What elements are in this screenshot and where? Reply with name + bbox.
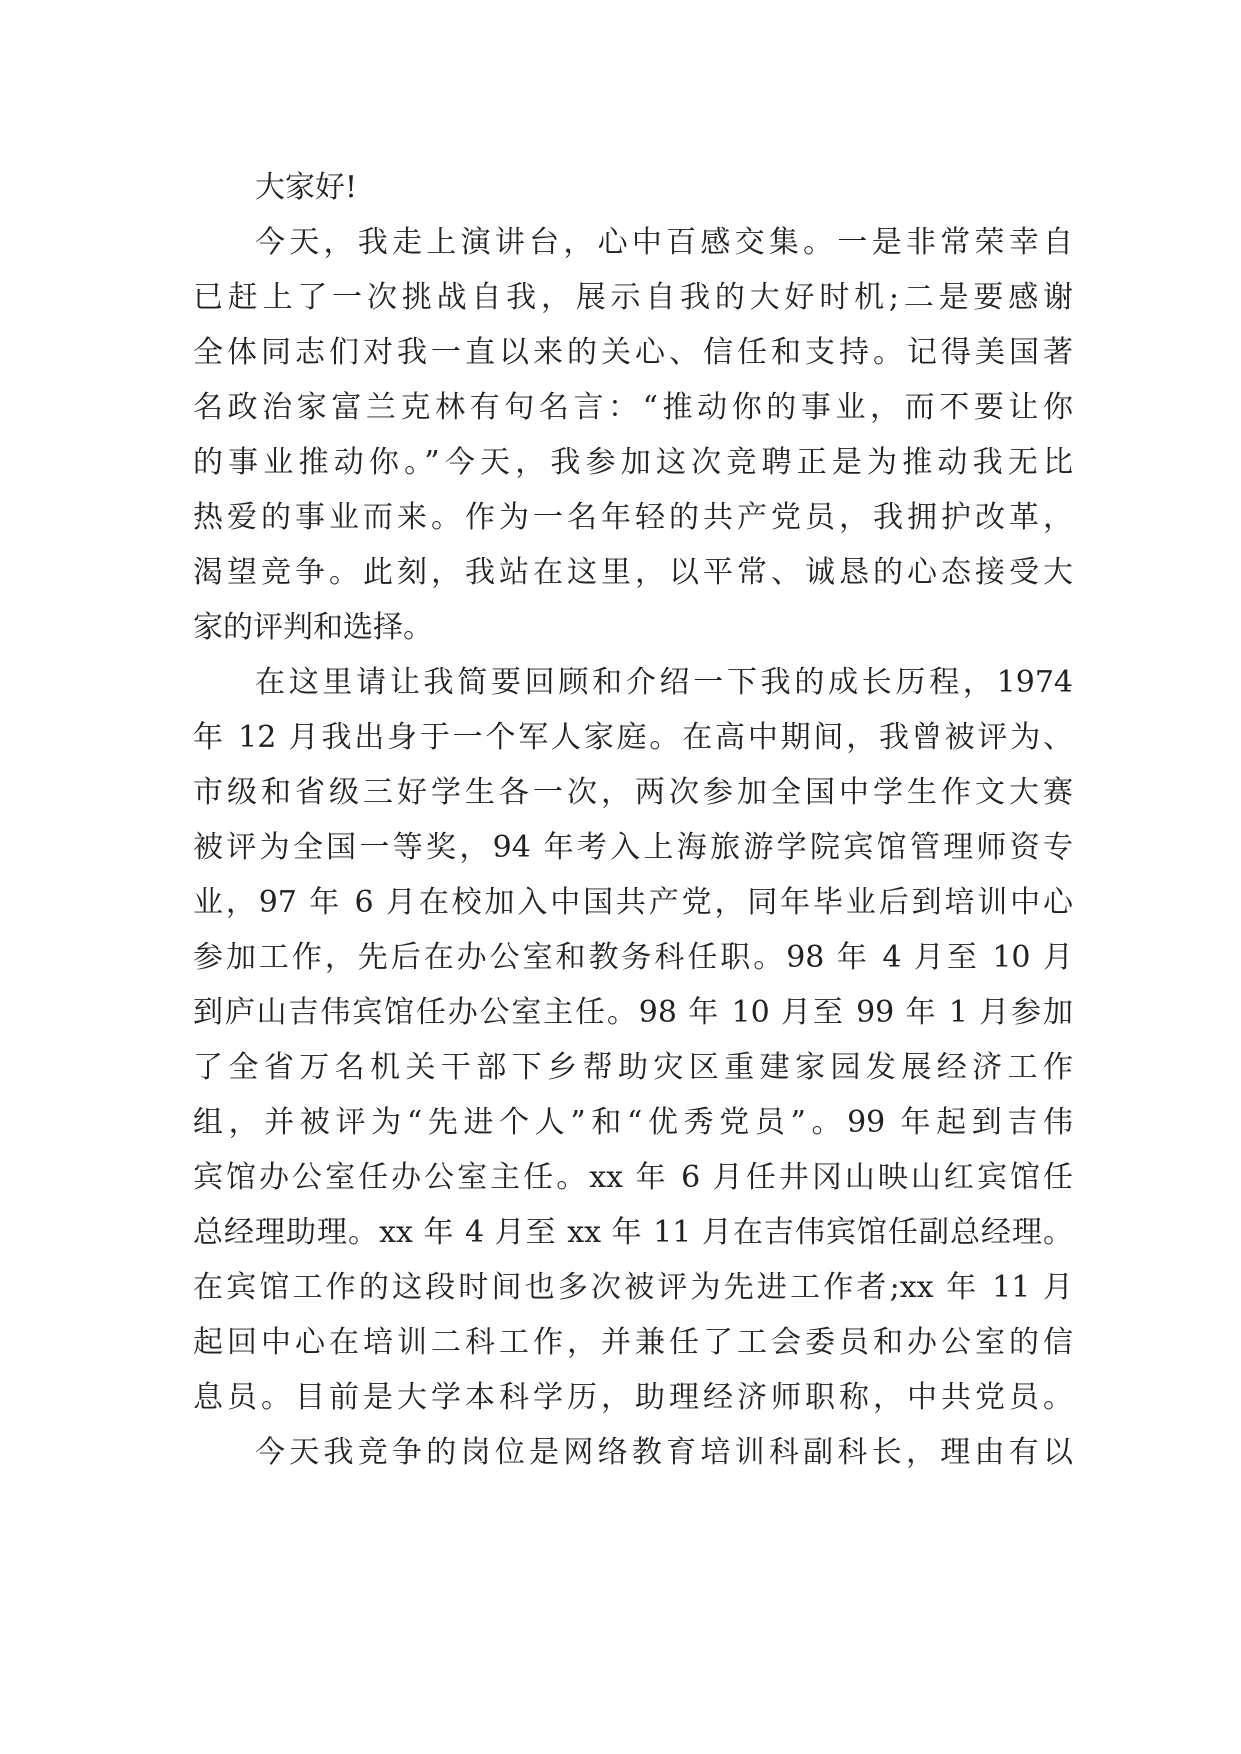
paragraph-2-line-10: 宾馆办公室任办公室主任。xx 年 6 月任井冈山映山红宾馆任 (193, 1160, 1073, 1195)
greeting-line: 大家好! (255, 170, 358, 205)
paragraph-2-line-5: 业，97 年 6 月在校加入中国共产党，同年毕业后到培训中心 (193, 885, 1073, 920)
paragraph-1-line-2: 已赶上了一次挑战自我，展示自我的大好时机;二是要感谢 (193, 280, 1073, 315)
paragraph-1-line-7: 渴望竞争。此刻，我站在这里，以平常、诚恳的心态接受大 (193, 555, 1073, 590)
paragraph-2-line-13: 起回中心在培训二科工作，并兼任了工会委员和办公室的信 (193, 1325, 1073, 1360)
paragraph-2-line-8: 了全省万名机关干部下乡帮助灾区重建家园发展经济工作 (193, 1050, 1073, 1085)
paragraph-2-line-3: 市级和省级三好学生各一次，两次参加全国中学生作文大赛 (193, 775, 1073, 810)
paragraph-1-line-6: 热爱的事业而来。作为一名年轻的共产党员，我拥护改革， (193, 500, 1073, 535)
paragraph-2-line-7: 到庐山吉伟宾馆任办公室主任。98 年 10 月至 99 年 1 月参加 (193, 995, 1073, 1030)
paragraph-2-line-2: 年 12 月我出身于一个军人家庭。在高中期间，我曾被评为、 (193, 720, 1073, 755)
paragraph-1-line-8: 家的评判和选择。 (193, 610, 433, 645)
paragraph-1-line-1: 今天，我走上演讲台，心中百感交集。一是非常荣幸自 (255, 225, 1073, 260)
paragraph-2-line-4: 被评为全国一等奖，94 年考入上海旅游学院宾馆管理师资专 (193, 830, 1073, 865)
speech-text (193, 160, 1073, 1480)
paragraph-2-line-11: 总经理助理。xx 年 4 月至 xx 年 11 月在吉伟宾馆任副总经理。 (193, 1215, 1073, 1250)
paragraph-2-line-14: 息员。目前是大学本科学历，助理经济师职称，中共党员。 (193, 1380, 1073, 1415)
paragraph-2-line-12: 在宾馆工作的这段时间也多次被评为先进工作者;xx 年 11 月 (193, 1270, 1073, 1305)
paragraph-2-line-6: 参加工作，先后在办公室和教务科任职。98 年 4 月至 10 月 (193, 940, 1073, 975)
paragraph-1-line-4: 名政治家富兰克林有句名言：“推动你的事业，而不要让你 (193, 390, 1073, 425)
paragraph-3-line-1: 今天我竞争的岗位是网络教育培训科副科长，理由有以 (255, 1435, 1073, 1470)
paragraph-2-line-9: 组，并被评为“先进个人”和“优秀党员”。99 年起到吉伟 (193, 1105, 1073, 1140)
paragraph-1-line-3: 全体同志们对我一直以来的关心、信任和支持。记得美国著 (193, 335, 1073, 370)
paragraph-1-line-5: 的事业推动你。”今天，我参加这次竞聘正是为推动我无比 (193, 445, 1073, 480)
paragraph-2-line-1: 在这里请让我简要回顾和介绍一下我的成长历程，1974 (255, 665, 1073, 700)
